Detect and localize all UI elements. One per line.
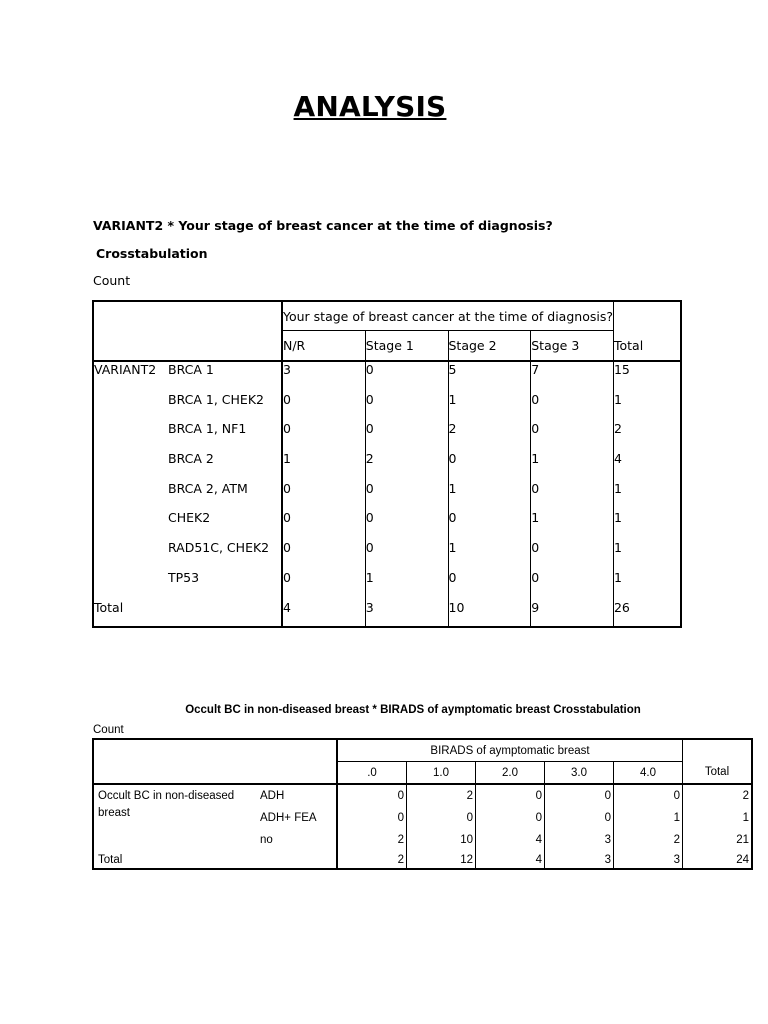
column-header: Stage 3 — [531, 331, 614, 362]
table-cell: 1 — [448, 540, 531, 570]
table-row — [93, 392, 681, 422]
row-variable-label: Occult BC in non-diseased — [93, 784, 258, 807]
row-variable-blank — [93, 829, 258, 851]
header-corner-blank — [168, 301, 282, 331]
table-cell: 0 — [614, 784, 683, 807]
row-variable-blank — [93, 421, 168, 451]
table-cell: 1 — [282, 451, 365, 481]
total-label: Total — [93, 851, 258, 869]
table-cell: 0 — [337, 807, 407, 829]
table-cell: 0 — [365, 510, 448, 540]
table-cell: 0 — [531, 570, 614, 600]
column-header: 4.0 — [614, 762, 683, 785]
table-cell: 0 — [282, 510, 365, 540]
row-variable-label-cont: breast — [93, 807, 258, 829]
row-label: BRCA 1, NF1 — [168, 421, 247, 437]
table-row — [93, 829, 752, 851]
total-blank — [168, 600, 282, 627]
table-cell: 1 — [614, 807, 683, 829]
table-cell: 3 — [614, 851, 683, 869]
table-row — [93, 510, 681, 540]
row-variable-blank — [93, 481, 168, 511]
table-cell: 1 — [531, 451, 614, 481]
table2-count-label: Count — [93, 724, 124, 736]
row-variable-blank — [93, 510, 168, 540]
table-cell: 0 — [531, 421, 614, 451]
crosstab-table-birads — [92, 738, 753, 870]
table-cell: 3 — [545, 851, 614, 869]
table-cell: 1 — [613, 481, 681, 511]
table-total-row — [93, 851, 752, 869]
table-cell: 0 — [531, 481, 614, 511]
column-header: .0 — [337, 762, 407, 785]
header-corner — [93, 301, 168, 331]
table-cell: 1 — [365, 570, 448, 600]
table-row — [93, 361, 681, 392]
table-cell: 0 — [282, 481, 365, 511]
table-cell: 0 — [282, 421, 365, 451]
total-label: Total — [93, 600, 168, 627]
row-label: ADH — [260, 790, 285, 802]
table-cell: 5 — [448, 361, 531, 392]
crosstab-table-variant2 — [92, 300, 682, 628]
table-cell: 0 — [282, 540, 365, 570]
row-label: CHEK2 — [168, 510, 211, 526]
table-cell: 3 — [282, 361, 365, 392]
table-cell: 12 — [407, 851, 476, 869]
column-header: 2.0 — [476, 762, 545, 785]
table-header-row — [93, 301, 681, 331]
table-cell: 0 — [476, 807, 545, 829]
table-row — [93, 570, 681, 600]
row-variable-blank — [93, 570, 168, 600]
table-cell: 0 — [282, 392, 365, 422]
table2-heading: Occult BC in non-diseased breast * BIRADS of aymptomatic breast Crosstabulation — [185, 704, 641, 716]
table-cell: 7 — [531, 361, 614, 392]
table-cell: 10 — [407, 829, 476, 851]
total-header-blank — [683, 739, 753, 762]
table-row — [93, 807, 752, 829]
row-variable-blank — [93, 392, 168, 422]
table1-count-label: Count — [93, 273, 131, 288]
table-row — [93, 481, 681, 511]
column-header: Total — [613, 331, 681, 362]
column-header: 1.0 — [407, 762, 476, 785]
table-row — [93, 421, 681, 451]
table-cell: 26 — [613, 600, 681, 627]
table-cell: 4 — [476, 851, 545, 869]
table-cell: 0 — [476, 784, 545, 807]
row-variable-blank — [93, 451, 168, 481]
table-cell: 2 — [365, 451, 448, 481]
stage-span-header: Your stage of breast cancer at the time of diagnosis? — [282, 301, 613, 331]
header-corner — [93, 762, 258, 785]
table-cell: 0 — [337, 784, 407, 807]
table-cell: 0 — [365, 421, 448, 451]
table-cell: 2 — [448, 421, 531, 451]
column-header: Total — [683, 762, 753, 785]
row-label: no — [260, 834, 273, 846]
table-header-row — [93, 739, 752, 762]
birads-span-header: BIRADS of aymptomatic breast — [337, 739, 683, 762]
table-cell: 2 — [407, 784, 476, 807]
header-corner-blank — [258, 739, 337, 762]
header-corner — [93, 739, 258, 762]
column-header: 3.0 — [545, 762, 614, 785]
table-cell: 0 — [448, 510, 531, 540]
row-variable-label: VARIANT2 — [93, 361, 168, 392]
table-cell: 9 — [531, 600, 614, 627]
row-label: TP53 — [168, 569, 200, 585]
table-cell: 10 — [448, 600, 531, 627]
total-header-blank — [613, 301, 681, 331]
row-label: ADH+ FEA — [260, 812, 317, 824]
table-cell: 1 — [613, 392, 681, 422]
table-cell: 24 — [683, 851, 753, 869]
column-header: Stage 2 — [448, 331, 531, 362]
table-cell: 0 — [365, 392, 448, 422]
table-cell: 3 — [545, 829, 614, 851]
row-label: RAD51C, CHEK2 — [168, 540, 270, 556]
table-cell: 0 — [545, 784, 614, 807]
table-cell: 0 — [531, 392, 614, 422]
page-title: ANALYSIS — [293, 90, 447, 123]
table-cell: 0 — [531, 540, 614, 570]
header-corner-blank — [258, 762, 337, 785]
table1-heading: VARIANT2 * Your stage of breast cancer at the time of diagnosis? — [93, 218, 553, 233]
column-header: N/R — [282, 331, 365, 362]
table-cell: 1 — [613, 540, 681, 570]
table-cell: 2 — [613, 421, 681, 451]
table-cell: 2 — [683, 784, 753, 807]
table-cell: 1 — [448, 481, 531, 511]
table-cell: 2 — [337, 829, 407, 851]
row-label: BRCA 1, CHEK2 — [168, 391, 264, 407]
header-corner — [93, 331, 168, 362]
table-cell: 4 — [613, 451, 681, 481]
table-header-row — [93, 331, 681, 362]
table1-subheading: Crosstabulation — [96, 246, 208, 261]
table-row — [93, 540, 681, 570]
table-cell: 0 — [365, 540, 448, 570]
table-cell: 0 — [407, 807, 476, 829]
row-label: BRCA 2, ATM — [168, 480, 248, 496]
table-cell: 1 — [613, 570, 681, 600]
table-cell: 4 — [282, 600, 365, 627]
table-cell: 0 — [448, 570, 531, 600]
table-header-row — [93, 762, 752, 785]
row-label: BRCA 2 — [168, 451, 214, 467]
table-cell: 0 — [282, 570, 365, 600]
table-cell: 0 — [545, 807, 614, 829]
table-cell: 4 — [476, 829, 545, 851]
table-cell: 1 — [448, 392, 531, 422]
table-row — [93, 784, 752, 807]
column-header: Stage 1 — [365, 331, 448, 362]
row-variable-blank — [93, 540, 168, 570]
table-cell: 2 — [614, 829, 683, 851]
table-cell: 1 — [683, 807, 753, 829]
table-cell: 0 — [448, 451, 531, 481]
header-corner-blank — [168, 331, 282, 362]
table-cell: 21 — [683, 829, 753, 851]
table-cell: 1 — [531, 510, 614, 540]
table-cell: 0 — [365, 361, 448, 392]
table-row — [93, 451, 681, 481]
total-blank — [258, 851, 337, 869]
table-total-row — [93, 600, 681, 627]
row-label: BRCA 1 — [168, 361, 282, 392]
table-cell: 1 — [613, 510, 681, 540]
table-cell: 2 — [337, 851, 407, 869]
table-cell: 15 — [613, 361, 681, 392]
table-cell: 3 — [365, 600, 448, 627]
table-cell: 0 — [365, 481, 448, 511]
